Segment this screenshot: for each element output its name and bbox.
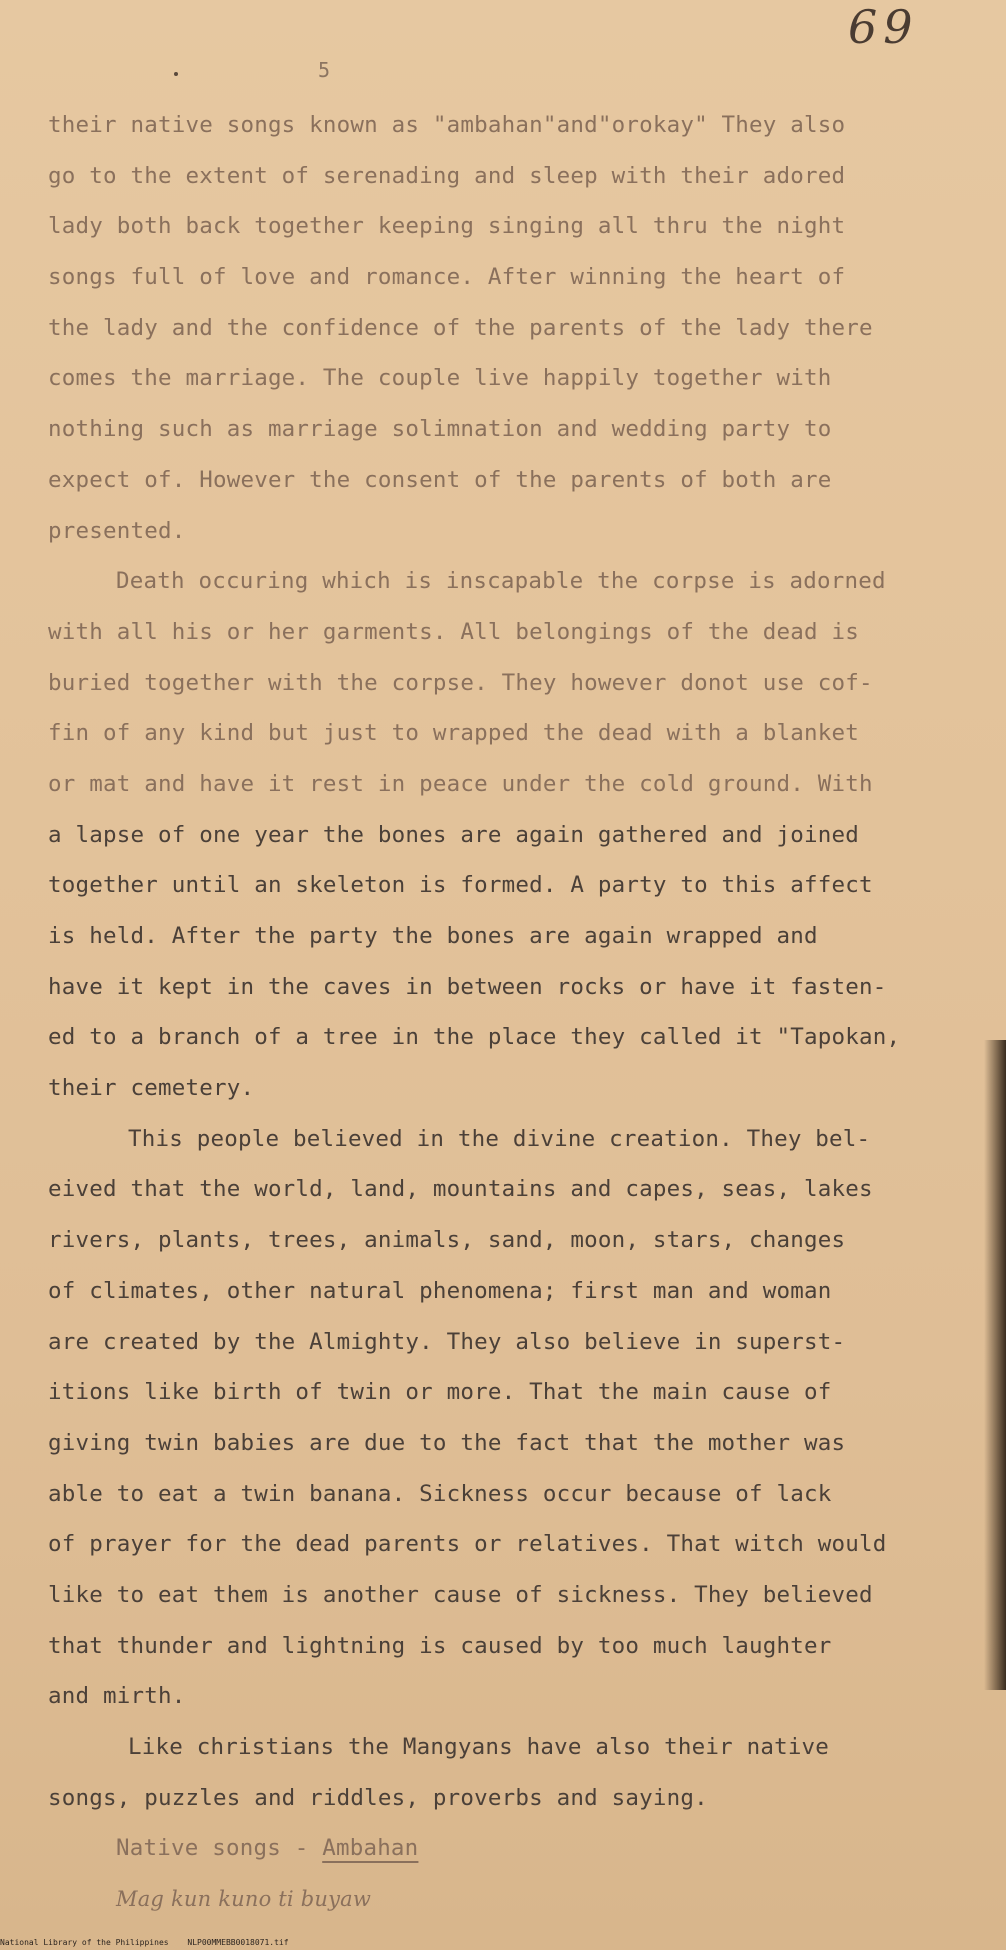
text-line: or mat and have it rest in peace under the cold ground. With bbox=[48, 770, 873, 797]
footer-institution: National Library of the Philippines bbox=[0, 1938, 169, 1947]
text-line: together until an skeleton is formed. A party to this affect bbox=[48, 872, 873, 899]
text-line: are created by the Almighty. They also believe in superst- bbox=[48, 1328, 846, 1355]
text-line: and mirth. bbox=[48, 1683, 186, 1710]
paragraph-songs-intro bbox=[48, 1722, 978, 1823]
text-line: buried together with the corpse. They however donot use cof- bbox=[48, 669, 873, 696]
text-line: able to eat a twin banana. Sickness occur because of lack bbox=[48, 1480, 832, 1507]
text-line: a lapse of one year the bones are again gathered and joined bbox=[48, 821, 860, 848]
text-line: eived that the world, land, mountains and capes, seas, lakes bbox=[48, 1176, 873, 1203]
text-line: like to eat them is another cause of sickness. They believed bbox=[48, 1581, 873, 1608]
text-line: nothing such as marriage solimnation and wedding party to bbox=[48, 416, 832, 443]
songs-label: Native songs - bbox=[116, 1835, 323, 1862]
text-line: lady both back together keeping singing all thru the night bbox=[48, 213, 846, 240]
text-line: go to the extent of serenading and sleep with their adored bbox=[48, 162, 846, 189]
footer-file-id: NLP00MMEBB0018071.tif bbox=[187, 1938, 289, 1947]
song-first-line: Mag kun kuno ti buyaw bbox=[116, 1887, 372, 1912]
text-line: presented. bbox=[48, 517, 186, 544]
typed-page-number: 5 bbox=[318, 58, 331, 82]
songs-heading bbox=[48, 1823, 978, 1874]
text-line: of prayer for the dead parents or relatives. That witch would bbox=[48, 1531, 887, 1558]
text-line: that thunder and lightning is caused by too much laughter bbox=[48, 1632, 832, 1659]
paragraph-death-burial bbox=[48, 556, 978, 1114]
text-line: their cemetery. bbox=[48, 1075, 255, 1102]
text-line: itions like birth of twin or more. That the main cause of bbox=[48, 1379, 832, 1406]
native-songs-section bbox=[48, 1823, 978, 1924]
text-line: songs full of love and romance. After winning the heart of bbox=[48, 264, 846, 291]
handwritten-page-number: 69 bbox=[848, 0, 919, 54]
text-line: rivers, plants, trees, animals, sand, moon, stars, changes bbox=[48, 1227, 846, 1254]
text-line: ed to a branch of a tree in the place they called it "Tapokan, bbox=[48, 1024, 901, 1051]
text-line: expect of. However the consent of the parents of both are bbox=[48, 466, 832, 493]
text-line: with all his or her garments. All belongings of the dead is bbox=[48, 618, 860, 645]
typed-text-body bbox=[48, 100, 978, 1925]
text-line: comes the marriage. The couple live happily together with bbox=[48, 365, 832, 392]
text-line: is held. After the party the bones are again wrapped and bbox=[48, 923, 818, 949]
text-line: have it kept in the caves in between rocks or have it fasten- bbox=[48, 973, 887, 1000]
text-line: their native songs known as "ambahan"and"orokay" They also bbox=[48, 112, 846, 138]
text-line: Death occuring which is inscapable the corpse is adorned bbox=[116, 568, 886, 595]
text-line: fin of any kind but just to wrapped the dead with a blanket bbox=[48, 720, 860, 747]
songs-title: Ambahan bbox=[322, 1835, 419, 1862]
paragraph-native-songs-courtship bbox=[48, 100, 978, 556]
text-line: the lady and the confidence of the parents of the lady there bbox=[48, 314, 873, 341]
paragraph-beliefs-superstitions bbox=[48, 1114, 978, 1722]
scan-footer bbox=[0, 1936, 1006, 1950]
text-line: giving twin babies are due to the fact that the mother was bbox=[48, 1429, 846, 1456]
text-line: Like christians the Mangyans have also their native bbox=[128, 1734, 830, 1760]
scan-edge-shadow bbox=[984, 1040, 1006, 1690]
text-line: of climates, other natural phenomena; first man and woman bbox=[48, 1277, 832, 1304]
text-line: songs, puzzles and riddles, proverbs and saying. bbox=[48, 1784, 708, 1811]
text-line: This people believed in the divine creation. They bel- bbox=[128, 1125, 871, 1152]
ink-dot bbox=[174, 72, 178, 76]
